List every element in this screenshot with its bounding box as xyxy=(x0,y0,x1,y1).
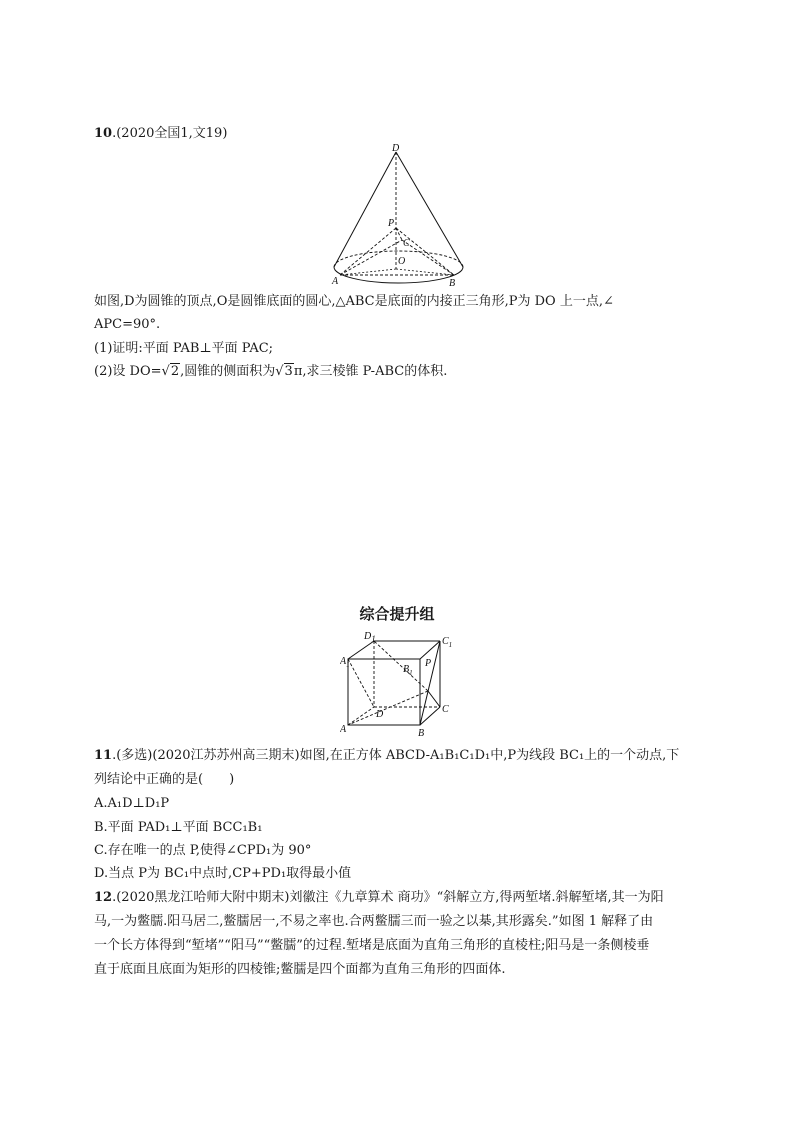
q11-line2: 列结论中正确的是( ) xyxy=(94,772,235,787)
section-heading: 综合提升组 xyxy=(359,605,435,623)
label-O: O xyxy=(398,256,406,267)
edge-PA xyxy=(348,691,428,725)
cube-label-C1: $C_1$ xyxy=(442,636,453,649)
q11-number: 11 xyxy=(94,748,113,763)
q10-number: 10 xyxy=(94,126,113,141)
cone-edge-left xyxy=(334,152,396,267)
q10-line2: APC=90°. xyxy=(94,317,161,332)
q10-source: .(2020全国1,文19) xyxy=(112,126,228,141)
edge-A1D1 xyxy=(348,641,374,659)
edge-PC xyxy=(428,691,440,707)
label-B: B xyxy=(449,278,456,289)
q10-part2-b: ,圆锥的侧面积为 xyxy=(180,364,276,379)
cone-edge-right xyxy=(396,152,463,267)
q10-line1: 如图,D为圆锥的顶点,O是圆锥底面的圆心,△ABC是底面的内接正三角形,P为 DO 上一点,∠ xyxy=(94,294,614,309)
edge-OA xyxy=(340,269,396,275)
edge-AD xyxy=(348,707,374,725)
q12-line3: 一个长方体得到“堑堵”“阳马”“鳖臑”的过程.堑堵是底面为直角三角形的直棱柱;阳马是一条侧棱垂 xyxy=(94,938,650,953)
q12-line1-text: .(2020黑龙江哈师大附中期末)刘徽注《九章算术 商功》“斜解立方,得两堑堵.斜解堑堵,其一为阳 xyxy=(112,890,664,905)
q11-option-a: A.A₁D⊥D₁P xyxy=(94,796,170,811)
cube-label-D: D xyxy=(376,709,384,720)
edge-BC1 xyxy=(420,641,440,725)
edge-BC xyxy=(402,240,454,275)
q11-option-d: D.当点 P为 BC₁中点时,CP+PD₁取得最小值 xyxy=(94,866,352,881)
cube-label-B: B xyxy=(418,728,425,738)
sqrt-2: √2 xyxy=(161,364,180,379)
edge-BC xyxy=(420,707,440,725)
cone-figure xyxy=(330,142,470,290)
cube-label-A1: $A_1$ xyxy=(340,656,350,669)
q12-line1 xyxy=(94,890,664,906)
edge-OB xyxy=(396,269,454,275)
cube-label-P: P xyxy=(425,658,432,669)
cube-label-D1: D1 xyxy=(364,631,376,644)
cube-label-C: C xyxy=(442,704,449,715)
q11-line1-text: .(多选)(2020江苏苏州高三期末)如图,在正方体 ABCD-A₁B₁C₁D₁中,P为线段 BC₁上的一个动点,下 xyxy=(112,748,680,763)
q12-number: 12 xyxy=(94,890,113,905)
q10-part1: (1)证明:平面 PAB⊥平面 PAC; xyxy=(94,341,274,356)
label-P: P xyxy=(388,218,395,229)
edge-B1C1 xyxy=(420,641,440,659)
cube-label-A: A xyxy=(340,724,347,735)
edge-PC xyxy=(396,228,402,240)
q10-part2-c: π,求三棱锥 P-ABC的体积. xyxy=(293,364,448,379)
q11-option-c: C.存在唯一的点 P,使得∠CPD₁为 90° xyxy=(94,843,312,858)
q11-line1 xyxy=(94,748,679,764)
q12-line2: 马,一为鳖臑.阳马居二,鳖臑居一,不易之率也.合两鳖臑三而一验之以棊,其形露矣.”如图 1 解释了由 xyxy=(94,914,654,929)
q12-line4: 直于底面且底面为矩形的四棱锥;鳖臑是四个面都为直角三角形的四面体. xyxy=(94,962,506,977)
q10-part2 xyxy=(94,364,447,380)
edge-AC xyxy=(340,240,402,275)
label-D: D xyxy=(392,143,400,154)
q11-option-b: B.平面 PAD₁⊥平面 BCC₁B₁ xyxy=(94,820,263,835)
q10-header xyxy=(94,126,227,142)
label-C: C xyxy=(403,238,410,249)
edge-A1D xyxy=(348,659,374,707)
label-A: A xyxy=(332,276,339,287)
sqrt-3: √3 xyxy=(275,364,293,379)
base-front-arc xyxy=(334,267,463,283)
q10-part2-a: (2)设 DO= xyxy=(94,364,162,379)
cube-figure xyxy=(340,628,460,738)
cube-label-B1: $B_1$ xyxy=(403,664,413,677)
